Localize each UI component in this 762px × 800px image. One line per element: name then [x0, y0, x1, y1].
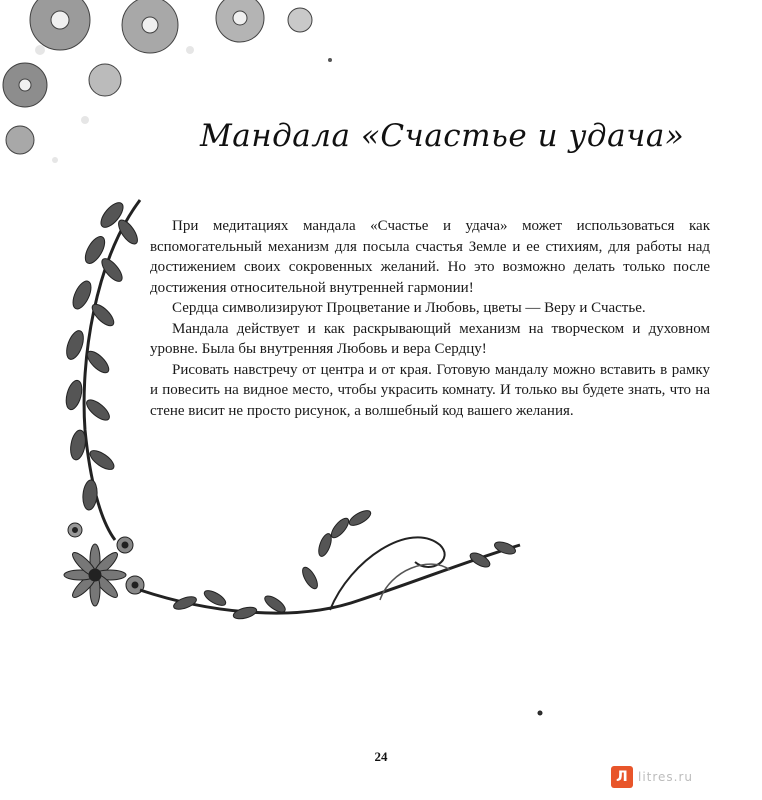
paragraph: При медитациях мандала «Счастье и удача» может использоваться как вспомогательный механизм для посыла счастья Земле и ее стихиям, для работы над достижением своих сокровенных желаний. Но это возможно делать только после достижения относительной внутренней гармонии! — [150, 218, 710, 296]
vine-frame-icon — [63, 199, 141, 540]
body-text — [150, 216, 710, 421]
watermark: litres.ru — [638, 770, 694, 784]
paragraph: Мандала действует и как раскрывающий механизм на творческом и духовном уровне. Была бы внутренняя Любовь и вера Сердцу! — [150, 320, 710, 357]
page-title: Мандала «Счастье и удача» — [200, 118, 685, 154]
paragraph: Сердца символизируют Процветание и Любовь, цветы — Веру и Счастье. — [172, 300, 646, 316]
swirl-branch-icon — [140, 508, 542, 715]
flower-cluster-icon — [64, 523, 144, 606]
page-number: 24 — [374, 749, 388, 764]
litres-logo-icon: Л — [611, 766, 633, 788]
paragraph: Рисовать навстречу от центра и от края. Готовую мандалу можно вставить в рамку и повесить на видное место, чтобы украсить комнату. И только вы будете знать, что на стене висит не просто рисунок, а волшебный код вашего желания. — [150, 361, 710, 419]
